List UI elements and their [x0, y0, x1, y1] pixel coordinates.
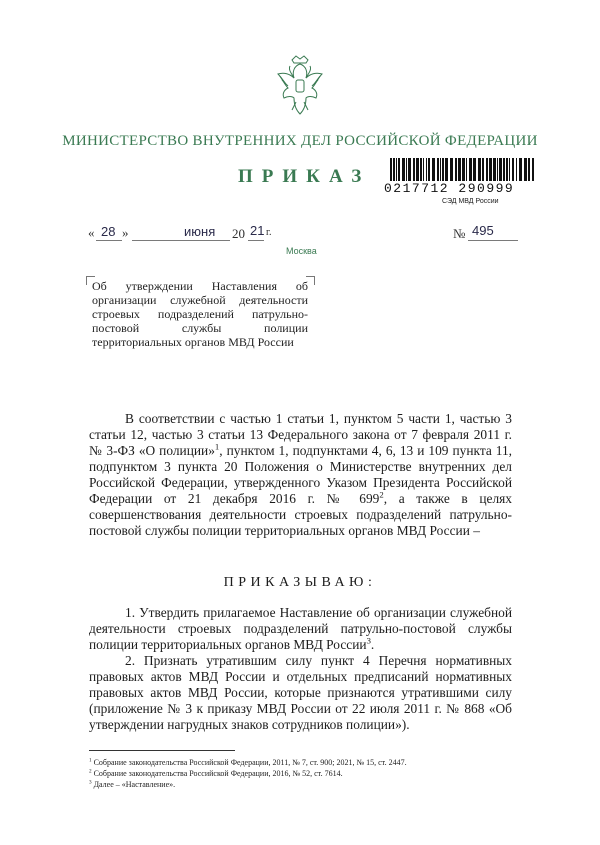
footnotes — [89, 757, 519, 790]
footnote-divider — [89, 750, 235, 751]
double-headed-eagle-emblem-icon — [272, 54, 328, 118]
date-year-prefix: 20 — [232, 226, 245, 241]
order-item-1: 1. Утвердить прилагаемое Наставление об организации служебной деятельности строевых подразделений патрульно-постовой службы полиции территориальных органов МВД России$^3$. — [89, 605, 512, 652]
date-close-quote: » — [122, 225, 129, 240]
order-item-2: 2. Признать утратившим силу пункт 4 Перечня нормативных правовых актов МВД России и отдельных предписаний нормативных правовых актов МВД России, которые признаются утратившими силу (приложение № 3 к приказу МВД России от 22 июля 2011 г. № 868 «Об утверждении нагрудных знаков сотрудников полиции»). — [89, 653, 512, 732]
footnote-item: $^2$ Собрание законодательства Российской Федерации, 2016, № 52, ст. 7614. — [89, 768, 343, 778]
barcode-number: 0217712 290999 — [384, 181, 534, 196]
document-number: 495 — [472, 223, 494, 238]
city-label: Москва — [286, 246, 317, 256]
footnote-ref-2: 2 — [379, 489, 384, 500]
preamble-paragraph: В соответствии с частью 1 статьи 1, пунктом 5 части 1, частью 3 статьи 12, частью 3 статьи 13 Федерального закона от 7 февраля 2011 г. № 3-ФЗ «О полиции»$^1$, пунктом 1, подпунктами 4, 6, 13 и 109 пункта 11, подпунктом 3 пункта 20 Положения о Министерстве внутренних дел Российской Федерации, утвержденного Указом Президента Российской Федерации от 21 декабря 2016 г. № $699^2$, а также в целях совершенствования деятельности строевых подразделений патрульно-постовой службы полиции территориальных органов МВД России – — [89, 411, 513, 538]
footnote-item: $^3$ Далее – «Наставление». — [89, 779, 176, 789]
date-month: июня — [184, 224, 216, 239]
barcode-caption: СЭД МВД России — [442, 198, 499, 205]
footnote-ref-3: 3 — [366, 635, 371, 646]
date-day: 28 — [101, 224, 116, 239]
order-word: ПРИКАЗЫВАЮ: — [223, 575, 377, 590]
date-year-suffix: 21 — [250, 223, 265, 238]
document-type-title: ПРИКАЗ — [238, 166, 371, 187]
order-items — [89, 605, 512, 733]
number-sign: № — [453, 226, 466, 241]
date-open-quote: « — [88, 225, 95, 240]
date-year-abbr: г. — [266, 227, 272, 238]
ministry-title: МИНИСТЕРСТВО ВНУТРЕННИХ ДЕЛ РОССИЙСКОЙ ФЕДЕРАЦИИ — [62, 133, 538, 149]
footnote-item: $^1$ Собрание законодательства Российской Федерации, 2011, № 7, ст. 900; 2021, № 15, ст. 2447. — [89, 757, 407, 767]
document-subject: Об утверждении Наставления об организации служебной деятельности строевых подразделений патрульно-постовой службы полиции территориальных органов МВД России — [92, 279, 308, 349]
footnote-ref-1: 1 — [214, 441, 220, 452]
